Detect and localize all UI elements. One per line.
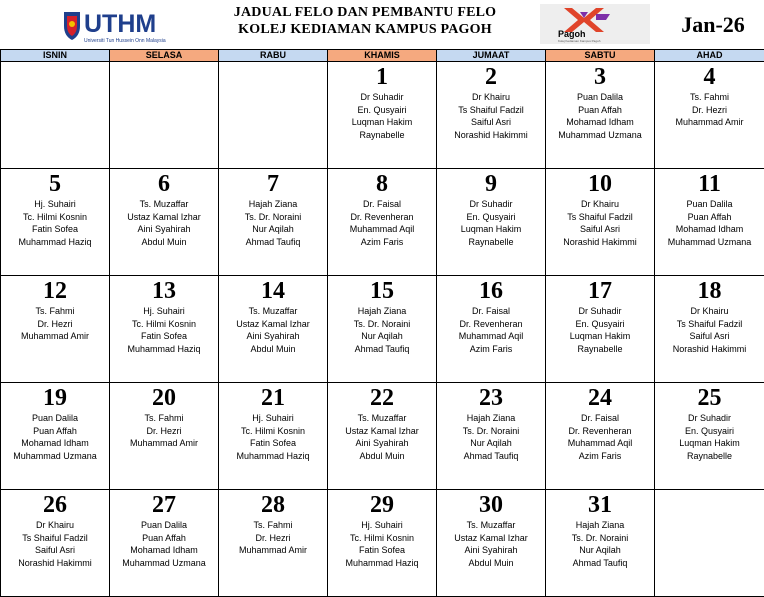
uthm-logo-text: UTHM xyxy=(84,10,156,38)
duty-name: Azim Faris xyxy=(328,236,436,249)
duty-names xyxy=(655,198,764,248)
duty-name: Muhammad Aqil xyxy=(328,223,436,236)
duty-name: Muhammad Uzmana xyxy=(1,450,109,463)
day-cell xyxy=(1,383,110,490)
duty-names xyxy=(546,198,654,248)
day-cell xyxy=(328,276,437,383)
duty-names xyxy=(328,305,436,355)
day-number: 10 xyxy=(546,171,654,197)
duty-names xyxy=(655,305,764,355)
pagoh-logo xyxy=(540,4,650,44)
duty-name: Ts. Fahmi xyxy=(1,305,109,318)
duty-name: Ahmad Taufiq xyxy=(546,557,654,570)
day-cell xyxy=(328,62,437,169)
duty-names xyxy=(546,519,654,569)
day-cell xyxy=(328,383,437,490)
duty-names xyxy=(328,519,436,569)
duty-names xyxy=(546,412,654,462)
day-cell xyxy=(110,490,219,597)
duty-name: Nur Aqilah xyxy=(219,223,327,236)
duty-name: Ustaz Kamal Izhar xyxy=(437,532,545,545)
duty-names xyxy=(655,412,764,462)
day-header: KHAMIS xyxy=(328,50,437,62)
duty-name: Muhammad Uzmana xyxy=(655,236,764,249)
duty-name: Puan Affah xyxy=(655,211,764,224)
day-number: 12 xyxy=(1,278,109,304)
day-cell xyxy=(437,276,546,383)
duty-name: Tc. Hilmi Kosnin xyxy=(328,532,436,545)
day-cell xyxy=(655,276,764,383)
duty-name: Tc. Hilmi Kosnin xyxy=(110,318,218,331)
page-header xyxy=(0,0,764,48)
day-header: SELASA xyxy=(110,50,219,62)
duty-name: Puan Dalila xyxy=(110,519,218,532)
day-number: 1 xyxy=(328,64,436,90)
day-cell xyxy=(219,276,328,383)
duty-name: Norashid Hakimmi xyxy=(437,129,545,142)
duty-name: Ahmad Taufiq xyxy=(328,343,436,356)
duty-name: Ustaz Kamal Izhar xyxy=(219,318,327,331)
duty-name: Dr. Hezri xyxy=(655,104,764,117)
day-header: AHAD xyxy=(655,50,764,62)
week-row xyxy=(1,490,764,597)
duty-name: Raynabelle xyxy=(437,236,545,249)
day-cell xyxy=(437,62,546,169)
day-number: 23 xyxy=(437,385,545,411)
duty-names xyxy=(110,305,218,355)
calendar-body xyxy=(1,62,764,597)
day-number: 25 xyxy=(655,385,764,411)
duty-name: Mohamad Idham xyxy=(110,544,218,557)
duty-name: Ts. Fahmi xyxy=(219,519,327,532)
duty-name: Hajah Ziana xyxy=(437,412,545,425)
duty-name: Muhammad Haziq xyxy=(219,450,327,463)
duty-name: Aini Syahirah xyxy=(110,223,218,236)
duty-names xyxy=(546,91,654,141)
calendar-table xyxy=(0,49,764,597)
day-number: 27 xyxy=(110,492,218,518)
day-number: 13 xyxy=(110,278,218,304)
duty-name: Azim Faris xyxy=(437,343,545,356)
day-number: 4 xyxy=(655,64,764,90)
duty-names xyxy=(1,198,109,248)
duty-name: Dr. Revenheran xyxy=(546,425,654,438)
day-header: ISNIN xyxy=(1,50,110,62)
duty-names xyxy=(219,412,327,462)
duty-name: Ts. Dr. Noraini xyxy=(328,318,436,331)
duty-name: Raynabelle xyxy=(655,450,764,463)
duty-name: Ts. Dr. Noraini xyxy=(546,532,654,545)
day-number: 29 xyxy=(328,492,436,518)
duty-names xyxy=(219,519,327,557)
duty-name: Muhammad Uzmana xyxy=(546,129,654,142)
duty-name: Dr. Hezri xyxy=(219,532,327,545)
duty-name: Luqman Hakim xyxy=(546,330,654,343)
duty-name: Ahmad Taufiq xyxy=(219,236,327,249)
duty-name: Norashid Hakimmi xyxy=(1,557,109,570)
page-title xyxy=(205,4,525,38)
duty-name: Nur Aqilah xyxy=(546,544,654,557)
duty-name: Saiful Asri xyxy=(546,223,654,236)
duty-name: Norashid Hakimmi xyxy=(546,236,654,249)
duty-name: Ts Shaiful Fadzil xyxy=(546,211,654,224)
duty-name: Muhammad Uzmana xyxy=(110,557,218,570)
duty-name: Dr. Revenheran xyxy=(437,318,545,331)
duty-name: Raynabelle xyxy=(328,129,436,142)
duty-names xyxy=(437,91,545,141)
pagoh-logo-subtext: Kolej Kediaman Kampus Pagoh xyxy=(558,39,601,43)
day-number: 24 xyxy=(546,385,654,411)
day-cell xyxy=(219,383,328,490)
duty-name: En. Qusyairi xyxy=(655,425,764,438)
duty-name: Saiful Asri xyxy=(655,330,764,343)
duty-name: Dr Khairu xyxy=(1,519,109,532)
duty-name: Dr Suhadir xyxy=(655,412,764,425)
day-number: 15 xyxy=(328,278,436,304)
day-header: SABTU xyxy=(546,50,655,62)
day-number: 9 xyxy=(437,171,545,197)
duty-name: Puan Affah xyxy=(110,532,218,545)
duty-name: Tc. Hilmi Kosnin xyxy=(219,425,327,438)
day-number: 30 xyxy=(437,492,545,518)
duty-name: Luqman Hakim xyxy=(328,116,436,129)
duty-name: Puan Affah xyxy=(546,104,654,117)
duty-name: Dr. Faisal xyxy=(546,412,654,425)
calendar-header-row xyxy=(1,50,764,62)
day-number: 28 xyxy=(219,492,327,518)
duty-name: Muhammad Aqil xyxy=(437,330,545,343)
day-cell xyxy=(328,169,437,276)
duty-name: Muhammad Amir xyxy=(219,544,327,557)
duty-names xyxy=(328,198,436,248)
week-row xyxy=(1,62,764,169)
duty-name: Muhammad Amir xyxy=(1,330,109,343)
day-cell xyxy=(437,383,546,490)
duty-name: Ustaz Kamal Izhar xyxy=(328,425,436,438)
empty-cell xyxy=(655,490,764,597)
duty-name: Puan Affah xyxy=(1,425,109,438)
day-header: RABU xyxy=(219,50,328,62)
duty-name: Aini Syahirah xyxy=(219,330,327,343)
day-cell xyxy=(437,490,546,597)
day-cell xyxy=(546,490,655,597)
duty-names xyxy=(437,519,545,569)
day-number: 5 xyxy=(1,171,109,197)
duty-name: Abdul Muin xyxy=(328,450,436,463)
day-number: 18 xyxy=(655,278,764,304)
empty-cell xyxy=(219,62,328,169)
day-number: 6 xyxy=(110,171,218,197)
day-cell xyxy=(655,169,764,276)
month-label: Jan-26 xyxy=(668,12,758,38)
duty-name: Fatin Sofea xyxy=(1,223,109,236)
duty-name: Abdul Muin xyxy=(437,557,545,570)
duty-name: Dr. Faisal xyxy=(437,305,545,318)
duty-name: Ts. Fahmi xyxy=(655,91,764,104)
duty-name: Fatin Sofea xyxy=(110,330,218,343)
duty-name: Dr. Hezri xyxy=(110,425,218,438)
duty-name: Dr Khairu xyxy=(546,198,654,211)
day-number: 7 xyxy=(219,171,327,197)
week-row xyxy=(1,169,764,276)
duty-name: Muhammad Amir xyxy=(655,116,764,129)
duty-name: Ts. Muzaffar xyxy=(110,198,218,211)
duty-name: Ts Shaiful Fadzil xyxy=(1,532,109,545)
duty-names xyxy=(1,519,109,569)
duty-name: Puan Dalila xyxy=(1,412,109,425)
day-number: 31 xyxy=(546,492,654,518)
duty-names xyxy=(219,198,327,248)
day-number: 19 xyxy=(1,385,109,411)
duty-name: Muhammad Aqil xyxy=(546,437,654,450)
duty-name: Hj. Suhairi xyxy=(110,305,218,318)
duty-name: Azim Faris xyxy=(546,450,654,463)
day-cell xyxy=(546,62,655,169)
duty-name: Ts. Muzaffar xyxy=(328,412,436,425)
day-cell xyxy=(546,383,655,490)
duty-name: Dr Khairu xyxy=(437,91,545,104)
duty-name: Fatin Sofea xyxy=(219,437,327,450)
day-cell xyxy=(110,383,219,490)
duty-name: Saiful Asri xyxy=(1,544,109,557)
duty-name: Luqman Hakim xyxy=(655,437,764,450)
day-cell xyxy=(546,169,655,276)
duty-name: Ts Shaiful Fadzil xyxy=(655,318,764,331)
day-cell xyxy=(655,62,764,169)
duty-name: Norashid Hakimmi xyxy=(655,343,764,356)
day-cell xyxy=(110,169,219,276)
duty-name: Abdul Muin xyxy=(219,343,327,356)
duty-name: Fatin Sofea xyxy=(328,544,436,557)
duty-name: En. Qusyairi xyxy=(437,211,545,224)
day-cell xyxy=(1,169,110,276)
duty-name: Puan Dalila xyxy=(655,198,764,211)
duty-name: Ts Shaiful Fadzil xyxy=(437,104,545,117)
day-cell xyxy=(437,169,546,276)
duty-names xyxy=(437,412,545,462)
day-number: 16 xyxy=(437,278,545,304)
duty-name: Dr Khairu xyxy=(655,305,764,318)
duty-name: Dr Suhadir xyxy=(437,198,545,211)
day-cell xyxy=(1,276,110,383)
duty-name: Hajah Ziana xyxy=(219,198,327,211)
duty-names xyxy=(328,91,436,141)
duty-name: Nur Aqilah xyxy=(328,330,436,343)
duty-name: Dr. Hezri xyxy=(1,318,109,331)
duty-names xyxy=(110,412,218,450)
duty-names xyxy=(437,198,545,248)
duty-names xyxy=(328,412,436,462)
day-number: 8 xyxy=(328,171,436,197)
duty-name: Dr. Revenheran xyxy=(328,211,436,224)
day-number: 11 xyxy=(655,171,764,197)
day-header: JUMAAT xyxy=(437,50,546,62)
duty-name: Hajah Ziana xyxy=(546,519,654,532)
duty-name: Dr. Faisal xyxy=(328,198,436,211)
duty-name: Muhammad Haziq xyxy=(328,557,436,570)
duty-name: Aini Syahirah xyxy=(437,544,545,557)
duty-name: En. Qusyairi xyxy=(546,318,654,331)
uthm-logo xyxy=(62,6,186,46)
duty-name: Ahmad Taufiq xyxy=(437,450,545,463)
uthm-logo-subtext: Universiti Tun Hussein Onn Malaysia xyxy=(84,38,166,44)
duty-name: Hj. Suhairi xyxy=(219,412,327,425)
duty-name: Muhammad Haziq xyxy=(1,236,109,249)
day-number: 17 xyxy=(546,278,654,304)
day-cell xyxy=(546,276,655,383)
duty-name: Ts. Muzaffar xyxy=(219,305,327,318)
duty-name: Ts. Fahmi xyxy=(110,412,218,425)
day-number: 22 xyxy=(328,385,436,411)
duty-name: Saiful Asri xyxy=(437,116,545,129)
duty-names xyxy=(437,305,545,355)
duty-name: Hajah Ziana xyxy=(328,305,436,318)
title-line-1: JADUAL FELO DAN PEMBANTU FELO xyxy=(205,4,525,21)
duty-name: Ts. Dr. Noraini xyxy=(219,211,327,224)
day-cell xyxy=(1,490,110,597)
duty-names xyxy=(546,305,654,355)
duty-name: Ts. Muzaffar xyxy=(437,519,545,532)
duty-name: Aini Syahirah xyxy=(328,437,436,450)
title-line-2: KOLEJ KEDIAMAN KAMPUS PAGOH xyxy=(205,21,525,38)
day-cell xyxy=(655,383,764,490)
duty-names xyxy=(110,519,218,569)
duty-name: Hj. Suhairi xyxy=(328,519,436,532)
day-number: 3 xyxy=(546,64,654,90)
empty-cell xyxy=(110,62,219,169)
day-number: 21 xyxy=(219,385,327,411)
duty-name: Mohamad Idham xyxy=(1,437,109,450)
duty-name: Muhammad Amir xyxy=(110,437,218,450)
duty-name: Abdul Muin xyxy=(110,236,218,249)
duty-name: Luqman Hakim xyxy=(437,223,545,236)
duty-name: En. Qusyairi xyxy=(328,104,436,117)
day-cell xyxy=(219,490,328,597)
duty-name: Puan Dalila xyxy=(546,91,654,104)
duty-name: Hj. Suhairi xyxy=(1,198,109,211)
day-cell xyxy=(328,490,437,597)
duty-name: Mohamad Idham xyxy=(655,223,764,236)
duty-name: Ustaz Kamal Izhar xyxy=(110,211,218,224)
duty-name: Dr Suhadir xyxy=(546,305,654,318)
day-number: 20 xyxy=(110,385,218,411)
empty-cell xyxy=(1,62,110,169)
week-row xyxy=(1,383,764,490)
duty-names xyxy=(1,305,109,343)
duty-names xyxy=(1,412,109,462)
duty-name: Nur Aqilah xyxy=(437,437,545,450)
day-number: 14 xyxy=(219,278,327,304)
day-cell xyxy=(219,169,328,276)
duty-names xyxy=(110,198,218,248)
day-number: 26 xyxy=(1,492,109,518)
day-number: 2 xyxy=(437,64,545,90)
duty-names xyxy=(219,305,327,355)
duty-name: Raynabelle xyxy=(546,343,654,356)
duty-name: Mohamad Idham xyxy=(546,116,654,129)
duty-name: Dr Suhadir xyxy=(328,91,436,104)
duty-name: Muhammad Haziq xyxy=(110,343,218,356)
week-row xyxy=(1,276,764,383)
duty-names xyxy=(655,91,764,129)
duty-name: Tc. Hilmi Kosnin xyxy=(1,211,109,224)
pagoh-logo-text: Pagoh xyxy=(558,29,586,39)
duty-name: Ts. Dr. Noraini xyxy=(437,425,545,438)
day-cell xyxy=(110,276,219,383)
